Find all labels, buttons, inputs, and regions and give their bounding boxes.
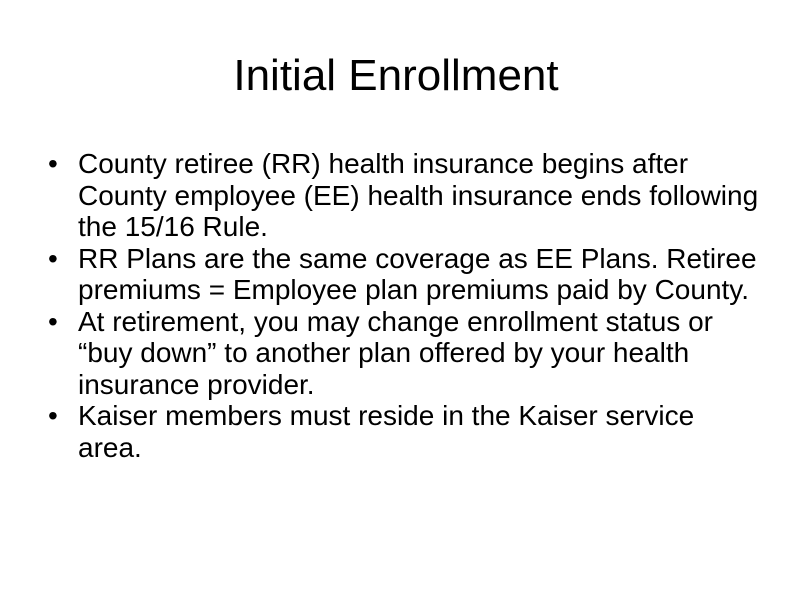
bullet-item: [44, 148, 764, 243]
bullet-text: Kaiser members must reside in the Kaiser service area.: [78, 400, 695, 463]
bullet-icon: •: [48, 400, 58, 431]
bullet-item: [44, 306, 764, 401]
bullet-item: [44, 400, 764, 463]
bullet-icon: •: [48, 242, 58, 274]
bullet-text: RR Plans are the same coverage as EE Plans. Retiree premiums = Employee plan premiums paid by County.: [78, 242, 757, 305]
slide-title: Initial Enrollment: [233, 51, 559, 100]
bullet-item: [44, 243, 764, 306]
bullet-icon: •: [48, 148, 58, 179]
bullet-text: At retirement, you may change enrollment status or “buy down” to another plan offered by your health insurance provider.: [78, 305, 713, 400]
bullet-text: County retiree (RR) health insurance begins after County employee (EE) health insurance ends following the 15/16 Rule.: [78, 148, 759, 242]
bullet-list: [44, 148, 764, 463]
bullet-icon: •: [48, 305, 58, 337]
